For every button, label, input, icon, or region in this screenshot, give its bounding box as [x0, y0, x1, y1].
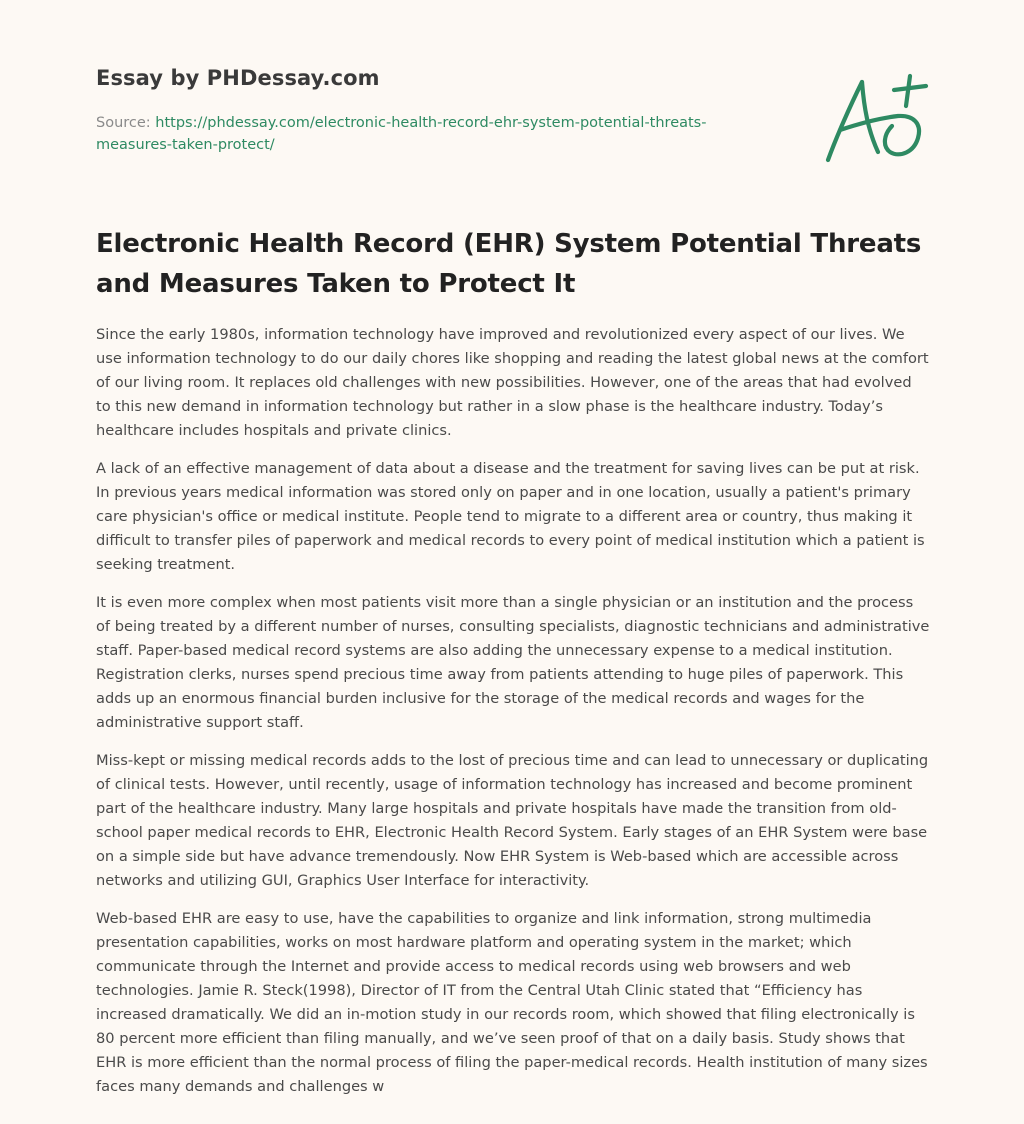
- a-plus-logo-icon: [818, 68, 930, 164]
- source-label: Source:: [96, 115, 151, 131]
- essay-paragraph: Since the early 1980s, information technology have improved and revolutionized every aspect of our lives. We use information technology to do our daily chores like shopping and reading the latest global news at the comfort of our living room. It replaces old challenges with new possibilities. However, one of the areas that had evolved to this new demand in information technology but rather in a slow phase is the healthcare industry. Today’s healthcare includes hospitals and private clinics.: [96, 326, 929, 439]
- essay-paragraph: Miss-kept or missing medical records adds to the lost of precious time and can lead to unnecessary or duplicating of clinical tests. However, until recently, usage of information technology has increased and become prominent part of the healthcare industry. Many large hospitals and private hospitals have made the transition from old-school paper medical records to EHR, Electronic Health Record System. Early stages of an EHR System were base on a simple side but have advance tremendously. Now EHR System is Web-based which are accessible across networks and utilizing GUI, Graphics User Interface for interactivity.: [96, 752, 929, 889]
- essay-paragraph: It is even more complex when most patients visit more than a single physician or an institution and the process of being treated by a different number of nurses, consulting specialists, diagnostic technicians and administrative staff. Paper-based medical record systems are also adding the unnecessary expense to a medical institution. Registration clerks, nurses spend precious time away from patients attending to huge piles of paperwork. This adds up an enormous financial burden inclusive for the storage of the medical records and wages for the administrative support staff.: [96, 594, 930, 731]
- source-line: [96, 112, 756, 156]
- site-title: Essay by PHDessay.com: [96, 66, 380, 90]
- essay-paragraph: Web-based EHR are easy to use, have the capabilities to organize and link information, strong multimedia presentation capabilities, works on most hardware platform and operating system in the market; which communicate through the Internet and provide access to medical records using web browsers and web technologies. Jamie R. Steck(1998), Director of IT from the Central Utah Clinic stated that “Efficiency has increased dramatically. We did an in-motion study in our records room, which showed that filing electronically is 80 percent more efficient than filing manually, and we’ve seen proof of that on a daily basis. Study shows that EHR is more efficient than the normal process of filing the paper-medical records. Health institution of many sizes faces many demands and challenges w: [96, 910, 928, 1095]
- essay-paragraph: A lack of an effective management of data about a disease and the treatment for saving lives can be put at risk. In previous years medical information was stored only on paper and in one location, usually a patient's primary care physician's office or medical institute. People tend to migrate to a different area or country, thus making it difficult to transfer piles of paperwork and medical records to every point of medical institution which a patient is seeking treatment.: [96, 460, 925, 573]
- source-link[interactable]: https://phdessay.com/electronic-health-record-ehr-system-potential-threats-measures-taken-protect/: [96, 115, 707, 153]
- essay-title: Electronic Health Record (EHR) System Potential Threats and Measures Taken to Protect It: [96, 229, 922, 299]
- essay-body: [96, 323, 930, 1113]
